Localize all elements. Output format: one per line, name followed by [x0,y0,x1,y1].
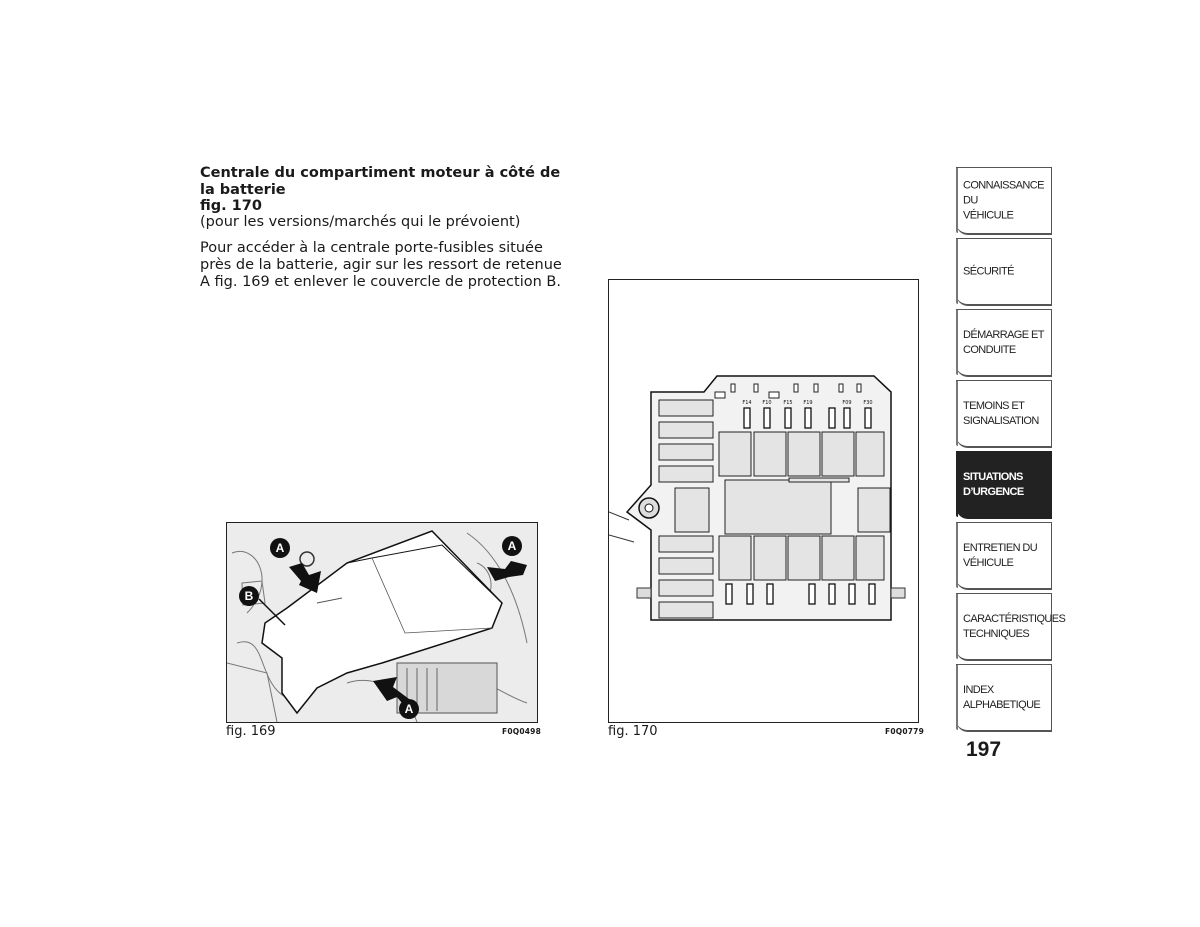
fuse-label-f14: F14 [742,400,752,406]
engine-compartment-drawing [227,523,537,722]
fuse-label-f30: F30 [863,400,873,406]
tab-label: INDEX ALPHABETIQUE [963,683,1041,711]
figure-170-code: F0Q0779 [885,727,924,736]
tab-connaissance-du-vehicule[interactable] [956,167,1052,235]
tab-label: CARACTÉRISTIQUES TECHNIQUES [963,612,1066,640]
tab-label: SITUATIONS D’URGENCE [963,470,1024,498]
tab-situations-durgence[interactable] [956,451,1052,519]
fuse-label-f15: F15 [783,400,793,406]
page-number: 197 [966,738,1002,761]
tab-label: ENTRETIEN DU VÉHICULE [963,541,1038,569]
figure-170-illustration [608,279,919,723]
fuse-box-drawing [609,280,918,722]
label-a-top-left: A [275,541,285,555]
label-a-bottom: A [404,702,414,716]
tab-label: TEMOINS ET SIGNALISATION [963,399,1039,427]
tab-label: SÉCURITÉ [963,265,1014,277]
tab-demarrage-et-conduite[interactable] [956,309,1052,377]
figure-169-caption: fig. 169 [226,724,276,739]
tab-temoins-et-signalisation[interactable] [956,380,1052,448]
fuse-label-f10: F10 [762,400,772,406]
body-paragraph: Pour accéder à la centrale porte-fusibles située près de la batterie, agir sur les ressort de retenue A fig. 169 et enlever le couvercle de protection B. [200,240,562,290]
label-a-top-right: A [507,539,517,553]
tab-caracteristiques-techniques[interactable] [956,593,1066,661]
label-b: B [244,589,254,603]
fuse-label-f09: F09 [842,400,852,406]
chapter-tabs [956,167,1066,735]
section-subtitle: (pour les versions/marchés qui le prévoient) [200,214,521,230]
section-title: Centrale du compartiment moteur à côté de la batterie [200,165,561,198]
fuse-label-f19: F19 [803,400,813,406]
tab-label: CONNAISSANCE DU VÉHICULE [963,179,1044,221]
figure-169-code: F0Q0498 [502,727,541,736]
tab-entretien-du-vehicule[interactable] [956,522,1052,590]
tab-index-alphabetique[interactable] [956,664,1052,732]
tab-securite[interactable] [956,238,1052,306]
figure-170-caption: fig. 170 [608,724,658,739]
tab-label: DÉMARRAGE ET CONDUITE [963,328,1044,356]
figure-reference: fig. 170 [200,198,262,214]
figure-169-illustration [226,522,538,723]
